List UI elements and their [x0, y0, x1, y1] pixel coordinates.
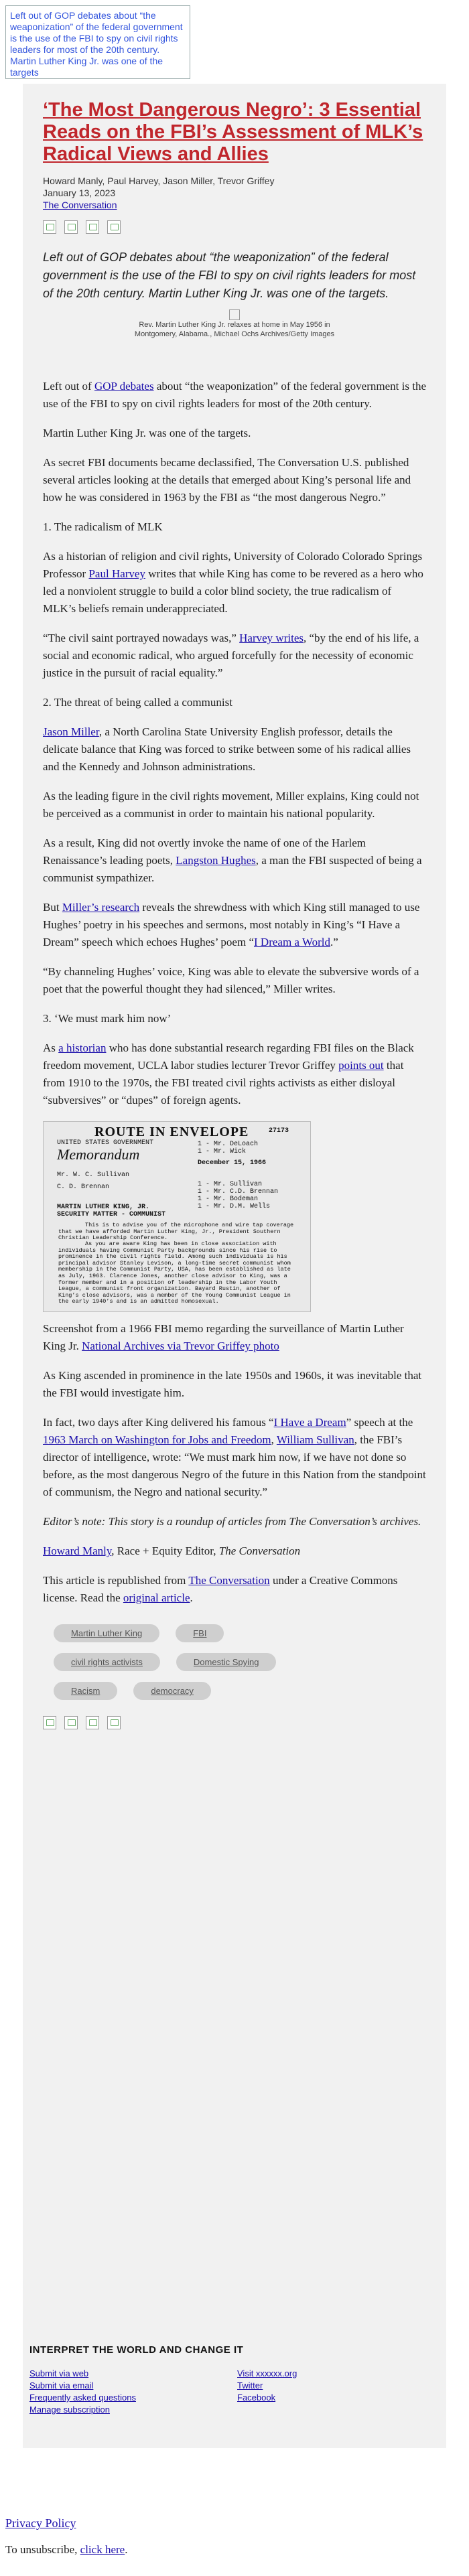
share-bar-bottom [43, 1716, 426, 1729]
footer-heading: INTERPRET THE WORLD AND CHANGE IT [29, 2344, 244, 2356]
link-paul-harvey[interactable]: Paul Harvey [88, 567, 145, 580]
tag-racism[interactable]: Racism [54, 1682, 117, 1700]
link-william-sullivan[interactable]: William Sullivan [276, 1433, 354, 1446]
memo-word: Memorandum [57, 1146, 140, 1163]
tag-martin-luther-king[interactable]: Martin Luther King [54, 1624, 159, 1642]
link-harvey-writes[interactable]: Harvey writes [239, 632, 304, 644]
link-national-archives[interactable]: National Archives via Trevor Griffey photo [82, 1340, 279, 1352]
link-faq[interactable]: Frequently asked questions [29, 2392, 136, 2403]
share-linkedin-icon[interactable] [86, 220, 99, 234]
paragraph: In fact, two days after King delivered his famous “I Have a Dream” speech at the 1963 March on Washington for Jobs and Freedom, William Sullivan, the FBI’s director of intelligence, wrote: “We must mark him now, if we have not done so before, as the most dangerous Negro of the future in this Nation from the standpoint of communism, the Negro and national security.” [43, 1416, 426, 1498]
memo-caption: Screenshot from a 1966 FBI memo regarding the surveillance of Martin Luther King Jr. National Archives via Trevor Griffey photo [43, 1322, 404, 1352]
memo-para-2: As you are aware King has been in close association with individuals having Communist Party backgrounds since his rise to prominence in the civil rights field. Among such individuals is his principal advisor Stanley Levison, a long-time secret communist whom membership in the Communist Party, USA, has been established as late as July, 1963. Clarence Jones, another close advisor to King, was a former member and in a position of leadership in the Labor Youth League, a communist front organization. Bayard Rustin, another of King’s close advisors, was a member of the Young Communist League in the early 1940’s and is an admitted homosexual. [58, 1240, 291, 1305]
memo-to: Mr. W. C. Sullivan [57, 1171, 130, 1179]
unsubscribe-line: To unsubscribe, click here. [5, 2543, 128, 2556]
share-twitter-icon[interactable] [64, 220, 78, 234]
paragraph: “By channeling Hughes’ voice, King was able to elevate the subversive words of a poet that the powerful thought they had silenced,” Miller writes. [43, 965, 419, 995]
fbi-memo-image [43, 1121, 311, 1312]
source-link[interactable]: The Conversation [43, 200, 117, 210]
authors: Howard Manly, Paul Harvey, Jason Miller, Trevor Griffey [43, 175, 275, 186]
share-twitter-icon[interactable] [64, 1716, 78, 1729]
memo-heading: ROUTE IN ENVELOPE [94, 1125, 249, 1139]
share-email-icon[interactable] [107, 220, 121, 234]
tag-civil-rights-activists[interactable]: civil rights activists [54, 1653, 160, 1671]
memo-agency: UNITED STATES GOVERNMENT [57, 1139, 154, 1147]
link-i-have-a-dream[interactable]: I Have a Dream [273, 1416, 346, 1429]
share-facebook-icon[interactable] [43, 1716, 56, 1729]
footer-left-links [29, 2368, 237, 2416]
hero-image [43, 309, 426, 339]
link-visit-site[interactable]: Visit xxxxxx.org [237, 2368, 297, 2378]
link-submit-via-web[interactable]: Submit via web [29, 2368, 89, 2378]
link-millers-research[interactable]: Miller’s research [62, 901, 140, 914]
article-body [43, 378, 426, 1607]
link-gop-debates[interactable]: GOP debates [94, 380, 154, 392]
link-points-out[interactable]: points out [338, 1059, 384, 1072]
paragraph: As a result, King did not overtly invoke the name of one of the Harlem Renaissance’s leading poets, Langston Hughes, a man the FBI suspected of being a communist sympathizer. [43, 837, 422, 884]
paragraph: As secret FBI documents became declassified, The Conversation U.S. published several articles looking at the details that emerged about King’s personal life and how he was considered in 1963 by the FBI as “the most dangerous Negro.” [43, 456, 411, 504]
signoff-publication: The Conversation [218, 1545, 301, 1557]
link-i-dream-a-world[interactable]: I Dream a World [254, 936, 330, 948]
newsletter-footer [23, 2344, 446, 2416]
header-image-alt-label: Left out of GOP debates about “the weaponization” of the federal government is the use of the FBI to spy on civil rights leaders for most of the 20th century. Martin Luther King Jr. was one of the targets [10, 10, 183, 78]
link-twitter[interactable]: Twitter [237, 2380, 263, 2390]
paragraph: As the leading figure in the civil rights movement, Miller explains, King could not be perceived as a communist in order to maintain his national popularity. [43, 790, 419, 820]
link-submit-via-email[interactable]: Submit via email [29, 2380, 94, 2390]
republish-note: This article is republished from The Conversation under a Creative Commons license. Read the original article. [43, 1574, 398, 1604]
editors-note: Editor’s note: This story is a roundup of articles from The Conversation’s archives. [43, 1515, 421, 1528]
share-linkedin-icon[interactable] [86, 1716, 99, 1729]
link-facebook[interactable]: Facebook [237, 2392, 276, 2403]
memo-para-1: This is to advise you of the microphone and wire tap coverage that we have afforded Martin Luther King, Jr., President Southern Christian Leadership Conference. [58, 1222, 294, 1242]
memo-cc-top: 1 - Mr. DeLoach 1 - Mr. Wick [198, 1141, 259, 1155]
link-langston-hughes[interactable]: Langston Hughes [176, 854, 256, 867]
privacy-policy-link[interactable]: Privacy Policy [5, 2516, 76, 2530]
share-email-icon[interactable] [107, 1716, 121, 1729]
share-facebook-icon[interactable] [43, 220, 56, 234]
paragraph: Martin Luther King Jr. was one of the targets. [43, 427, 251, 439]
paragraph: But Miller’s research reveals the shrewdness with which King still managed to use Hughes’ poetry in his speeches and sermons, most notably in King’s “I Have a Dream” speech which echoes Hughes’ poem “I Dream a World.” [43, 901, 420, 948]
tag-list [54, 1624, 335, 1700]
section-heading-3: 3. ‘We must mark him now’ [43, 1012, 172, 1025]
memo-cc: 1 - Mr. Sullivan 1 - Mr. C.D. Brennan 1 - Mr. Bodeman 1 - Mr. D.M. Wells [198, 1181, 279, 1210]
paragraph: As King ascended in prominence in the late 1950s and 1960s, it was inevitable that the FBI would investigate him. [43, 1369, 422, 1399]
paragraph: As a historian of religion and civil rights, University of Colorado Colorado Springs Professor Paul Harvey writes that while King has come to be revered as a hero who led a nonviolent struggle to build a color blind society, the true radicalism of MLK’s beliefs remain underappreciated. [43, 550, 423, 615]
link-the-conversation[interactable]: The Conversation [188, 1574, 270, 1587]
article-title[interactable]: ‘The Most Dangerous Negro’: 3 Essential Reads on the FBI’s Assessment of MLK’s Radical Views and Allies [43, 99, 423, 165]
header-image-alt-text[interactable] [5, 5, 190, 79]
publish-date: January 13, 2023 [43, 188, 116, 198]
link-a-historian[interactable]: a historian [58, 1042, 107, 1054]
unsubscribe-link[interactable]: click here [80, 2543, 125, 2556]
memo-date: December 15, 1966 [198, 1159, 267, 1167]
link-jason-miller[interactable]: Jason Miller [43, 725, 99, 738]
tag-fbi[interactable]: FBI [176, 1624, 224, 1642]
paragraph: Jason Miller, a North Carolina State University English professor, details the delicate balance that King was forced to strike between some of his radical allies and the Kennedy and Johnson administrations. [43, 725, 411, 773]
image-placeholder-icon [229, 309, 240, 320]
link-manage-subscription[interactable]: Manage subscription [29, 2405, 110, 2415]
signoff: Howard Manly, Race + Equity Editor, The Conversation [43, 1545, 301, 1557]
link-howard-manly[interactable]: Howard Manly [43, 1545, 112, 1557]
article-meta [43, 175, 426, 211]
memo-number: 27173 [269, 1127, 289, 1135]
paragraph: Left out of GOP debates about “the weaponization” of the federal government is the use of the FBI to spy on civil rights leaders for most of the 20th century. [43, 380, 426, 410]
tag-democracy[interactable]: democracy [133, 1682, 211, 1700]
memo-from: C. D. Brennan [57, 1184, 110, 1191]
share-bar [43, 220, 426, 234]
standfirst: Left out of GOP debates about “the weaponization” of the federal government is the use of the FBI to spy on civil rights leaders for most of the 20th century. Martin Luther King Jr. was one of the targets. [43, 251, 416, 300]
tag-domestic-spying[interactable]: Domestic Spying [176, 1653, 277, 1671]
section-heading-2: 2. The threat of being called a communist [43, 696, 232, 709]
memo-subject: MARTIN LUTHER KING, JR. SECURITY MATTER - COMMUNIST [57, 1204, 166, 1218]
link-march-on-washington[interactable]: 1963 March on Washington for Jobs and Freedom [43, 1433, 271, 1446]
footer-right-links [237, 2368, 445, 2416]
paragraph: As a historian who has done substantial research regarding FBI files on the Black freedom movement, UCLA labor studies lecturer Trevor Griffey points out that from 1910 to the 1970s, the FBI treated civil rights activists as either disloyal “subversives” or “dupes” of foreign agents. [43, 1042, 414, 1106]
hero-image-caption: Rev. Martin Luther King Jr. relaxes at home in May 1956 in Montgomery, Alabama., Michael Ochs Archives/Getty Images [134, 321, 335, 338]
link-original-article[interactable]: original article [123, 1591, 190, 1604]
article-container [43, 99, 426, 1729]
paragraph: “The civil saint portrayed nowadays was,” Harvey writes, “by the end of his life, a social and economic radical, who argued forcefully for the necessity of economic justice in the pursuit of racial equality.” [43, 632, 419, 679]
section-heading-1: 1. The radicalism of MLK [43, 520, 163, 533]
